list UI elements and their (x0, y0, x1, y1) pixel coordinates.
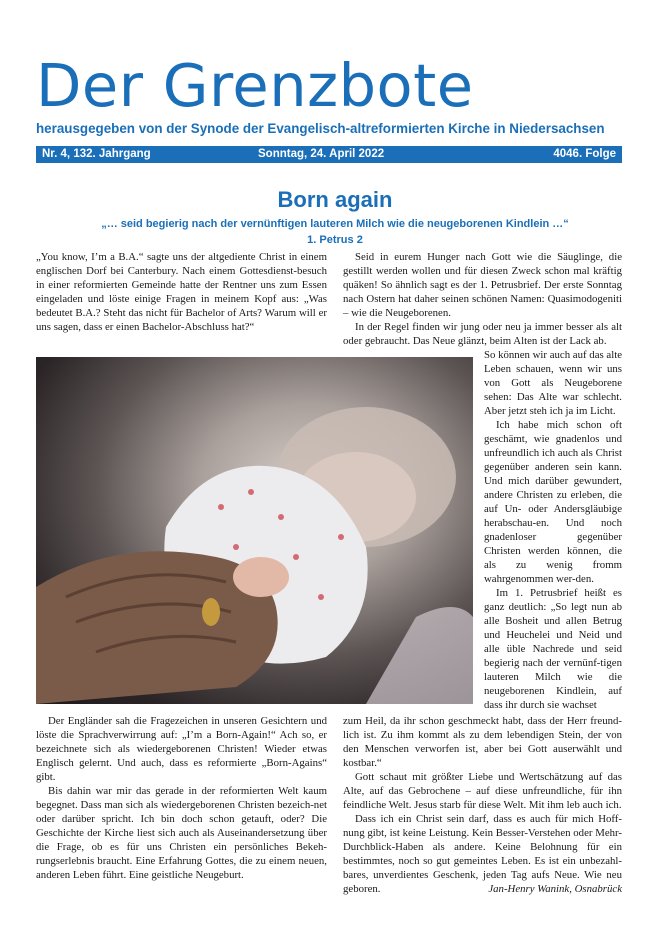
photo-illustration (36, 357, 473, 704)
paragraph: zum Heil, da ihr schon geschmeckt habt, dass der Herr freund-lich ist. Zu ihm kommt als zu dem lebendigen Stein, der von den Menschen verworfen ist, aber bei Gott auserwählt und kostbar.“ (343, 715, 622, 769)
issue-bar (36, 146, 622, 163)
paragraph: Seid in eurem Hunger nach Gott wie die Säuglinge, die gestillt werden wollen und für diesen Zweck schon mal kräftig quäken! So ähnlich sagt es der 1. Petrusbrief. Der erste Sonntag nach Ostern hat daher seinen schönen Namen: Quasimodogeniti – wie die Neugeborenen. (343, 251, 622, 319)
column-2-narrow (484, 348, 622, 712)
issue-date: Sonntag, 24. April 2022 (258, 148, 385, 160)
publisher-line: herausgegeben von der Synode der Evangelisch-altreformierten Kirche in Niedersachsen (36, 121, 605, 136)
paragraph: Ich habe mich schon oft geschämt, wie gnadenlos und unfreundlich ich auch als Christ gegenüber anderen sein kann. Und mich darüber gewundert, andere Christen zu erleben, die auf Un- oder Andersgläubige herabschau-en. Und noch gnadenloser gegenüber Christen werden können, die als zu wenig fromm wahrgenommen wer-den. (484, 419, 622, 585)
paragraph-text: Dass ich ein Christ sein darf, dass es auch für mich Hoff-nung gibt, ist keine Leistung. Kein Besser-Verstehen oder Mehr-Durchblick-Haben als andere. Keine Belohnung für ein bestimmtes, noch so gut gemeintes Leben. Es ist ein unbezahl-bares, unverdientes Geschenk, jeden Tag aufs Neue. Wie neu geboren. (343, 813, 622, 895)
paragraph: In der Regel finden wir jung oder neu ja immer besser als alt oder gebraucht. Das Neue glänzt, beim Alten ist der Lack ab. (343, 321, 622, 347)
paragraph: „You know, I’m a B.A.“ sagte uns der altgediente Christ in einem englischen Dorf bei Canterbury. Nach einem Gottesdienst-besuch in einer reformierten Gemeinde hatte der Rentner uns zum Essen eingeladen und löste einige Fragen in meinem Kopf aus: „Was bedeutet B.A.? Steht das nicht für Bachelor of Arts? Warum will er uns sagen, dass er einen Bachelor-Abschluss hat?“ (36, 251, 327, 333)
column-2-bottom (343, 714, 622, 896)
newspaper-title: Der Grenzbote (36, 51, 474, 120)
paragraph (343, 812, 622, 896)
article-kicker (0, 216, 670, 248)
issue-sequence: 4046. Folge (553, 148, 616, 160)
paragraph: Gott schaut mit größter Liebe und Wertschätzung auf das Alte, auf das Gebrochene – auf diese unfreundliche, für ihn feindliche Welt. Jesus starb für diese Welt. Mit ihm leb auch ich. (343, 771, 622, 811)
bible-reference: 1. Petrus 2 (307, 234, 363, 246)
paragraph: So können wir auch auf das alte Leben schauen, wenn wir uns von Gott als Neugeborene sehen: Das Alte war schlecht. Aber jetzt steh ich ja im Licht. (484, 349, 622, 417)
issue-number: Nr. 4, 132. Jahrgang (42, 148, 151, 160)
column-2-top (343, 250, 622, 348)
author-signature: Jan-Henry Wanink, Osnabrück (488, 883, 622, 895)
column-1-bottom (36, 714, 327, 882)
paragraph: Der Engländer sah die Fragezeichen in unseren Gesichtern und löste die Sprachverwirrung auf: „I’m a Born-Again!“ Ach so, er bezeichnete sich als wiedergeborenen Christen! Wieder etwas Englisch gelernt. Und auch, dass es reformierte „Born-Agains“ gibt. (36, 715, 327, 783)
article-headline: Born again (277, 187, 393, 212)
paragraph: Im 1. Petrusbrief heißt es ganz deutlich: „So legt nun ab alle Bosheit und allen Betrug und Heuchelei und Neid und alle üble Nachrede und seid begierig nach der vernünf-tigen lauteren Milch wie die neugeborenen Kindlein, auf dass ihr durch sie wachset (484, 587, 622, 711)
column-1-top (36, 250, 327, 334)
paragraph: Bis dahin war mir das gerade in der reformierten Welt kaum begegnet. Dass man sich als wiedergeborenen Christen bezeich-net oder darüber spricht. Ich bin doch schon getauft, oder? Die Geschichte der Kirche liest sich auch als Auseinandersetzung über die Frage, ob es für uns Christen ein persönliches Bekeh-rungserlebnis braucht. Eine Erfahrung Gottes, die zu einem neuen, anderen Leben führt. Eine geistliche Neugeburt. (36, 785, 327, 881)
baby-hand-photo (36, 357, 473, 704)
bible-quote: „… seid begierig nach der vernünftigen lauteren Milch wie die neugeborenen Kindlein …“ (101, 218, 569, 230)
